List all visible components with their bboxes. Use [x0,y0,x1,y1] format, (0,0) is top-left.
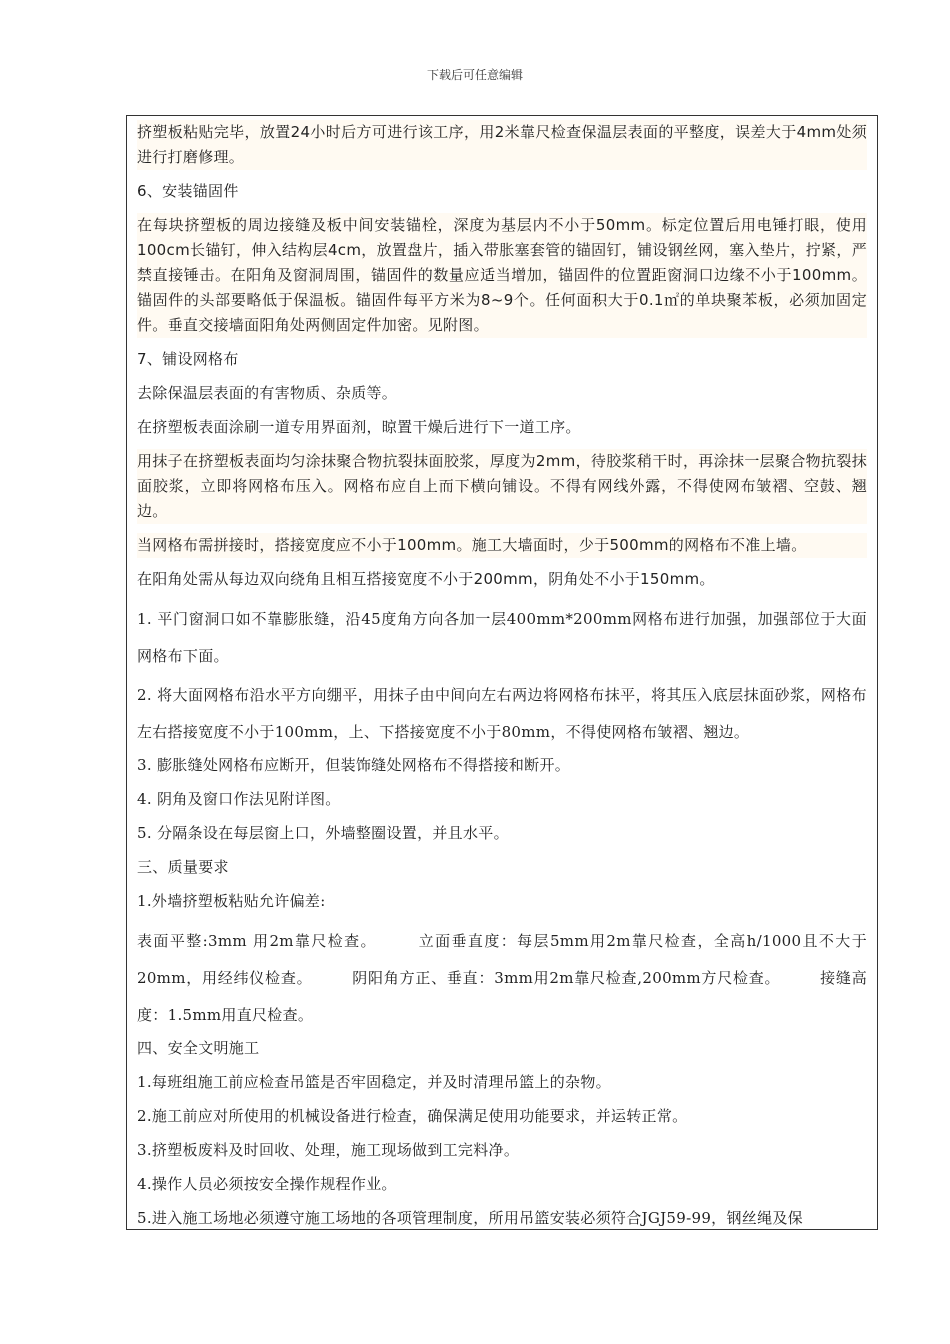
paragraph-curing-note: 挤塑板粘贴完毕，放置24小时后方可进行该工序，用2米靠尺检查保温层表面的平整度，误差大于4mm处须进行打磨修理。 [137,120,867,170]
paragraph-mesh-overlap: 当网格布需拼接时，搭接宽度应不小于100mm。施工大墙面时，少于500mm的网格布不准上墙。 [137,533,867,558]
section-heading-safety: 四、安全文明施工 [137,1039,260,1057]
section-heading-mesh: 7、铺设网格布 [137,350,239,368]
list-item-5: 5. 分隔条设在每层窗上口，外墙整圈设置，并且水平。 [137,824,509,842]
paragraph-tolerance-title: 1.外墙挤塑板粘贴允许偏差: [137,892,326,910]
paragraph-corner-overlap: 在阳角处需从每边双向绕角且相互搭接宽度不小于200mm，阴角处不小于150mm。 [137,570,715,588]
list-item-2: 2. 将大面网格布沿水平方向绷平，用抹子由中间向左右两边将网格布抹平，将其压入底层抹面砂浆，网格布左右搭接宽度不小于100mm，上、下搭接宽度不小于80mm，不得使网格布皱褶、翘边。 [137,686,867,741]
list-item-1: 1. 平门窗洞口如不靠膨胀缝，沿45度角方向各加一层400mm*200mm网格布进行加强，加强部位于大面网格布下面。 [137,610,867,665]
paragraph-mortar-mesh: 用抹子在挤塑板表面均匀涂抹聚合物抗裂抹面胶浆，厚度为2mm，待胶浆稍干时，再涂抹一层聚合物抗裂抹面胶浆，立即将网格布压入。网格布应自上而下横向铺设。不得有网线外露，不得使网布皱褶、空鼓、翘边。 [137,449,867,524]
safety-item-1: 1.每班组施工前应检查吊篮是否牢固稳定，并及时清理吊篮上的杂物。 [137,1073,611,1091]
content-body [127,116,877,1230]
safety-item-2: 2.施工前应对所使用的机械设备进行检查，确保满足使用功能要求，并运转正常。 [137,1107,688,1125]
paragraph-tolerance-values: 表面平整:3mm 用2m靠尺检查。 立面垂直度：每层5mm用2m靠尺检查，全高h/1000且不大于20mm，用经纬仪检查。 阴阳角方正、垂直：3mm用2m靠尺检查,200mm方尺检查。 接缝高度：1.5mm用直尺检查。 [137,932,867,1024]
paragraph-anchors: 在每块挤塑板的周边接缝及板中间安装锚栓，深度为基层内不小于50mm。标定位置后用电锤打眼，使用100cm长锚钉，伸入结构层4cm，放置盘片，插入带胀塞套管的锚固钉，铺设钢丝网，塞入垫片，拧紧，严禁直接锤击。在阳角及窗洞周围，锚固件的数量应适当增加，锚固件的位置距窗洞口边缘不小于100mm。锚固件的头部要略低于保温板。锚固件每平方米为8~9个。任何面积大于0.1㎡的单块聚苯板，必须加固定件。垂直交接墙面阳角处两侧固定件加密。见附图。 [137,213,867,338]
safety-item-5: 5.进入施工场地必须遵守施工场地的各项管理制度，所用吊篮安装必须符合JGJ59-99，钢丝绳及保 [137,1209,803,1227]
section-heading-anchors: 6、安装锚固件 [137,182,239,200]
list-item-3: 3. 膨胀缝处网格布应断开，但装饰缝处网格布不得搭接和断开。 [137,756,571,774]
paragraph-clean-surface: 去除保温层表面的有害物质、杂质等。 [137,384,398,402]
list-item-4: 4. 阴角及窗口作法见附详图。 [137,790,341,808]
paragraph-interface-agent: 在挤塑板表面涂刷一道专用界面剂，晾置干燥后进行下一道工序。 [137,418,581,436]
safety-item-4: 4.操作人员必须按安全操作规程作业。 [137,1175,397,1193]
content-frame [126,115,878,1230]
page-header: 下载后可任意编辑 [426,68,523,82]
safety-item-3: 3.挤塑板废料及时回收、处理，施工现场做到工完料净。 [137,1141,520,1159]
section-heading-quality: 三、质量要求 [137,858,229,876]
